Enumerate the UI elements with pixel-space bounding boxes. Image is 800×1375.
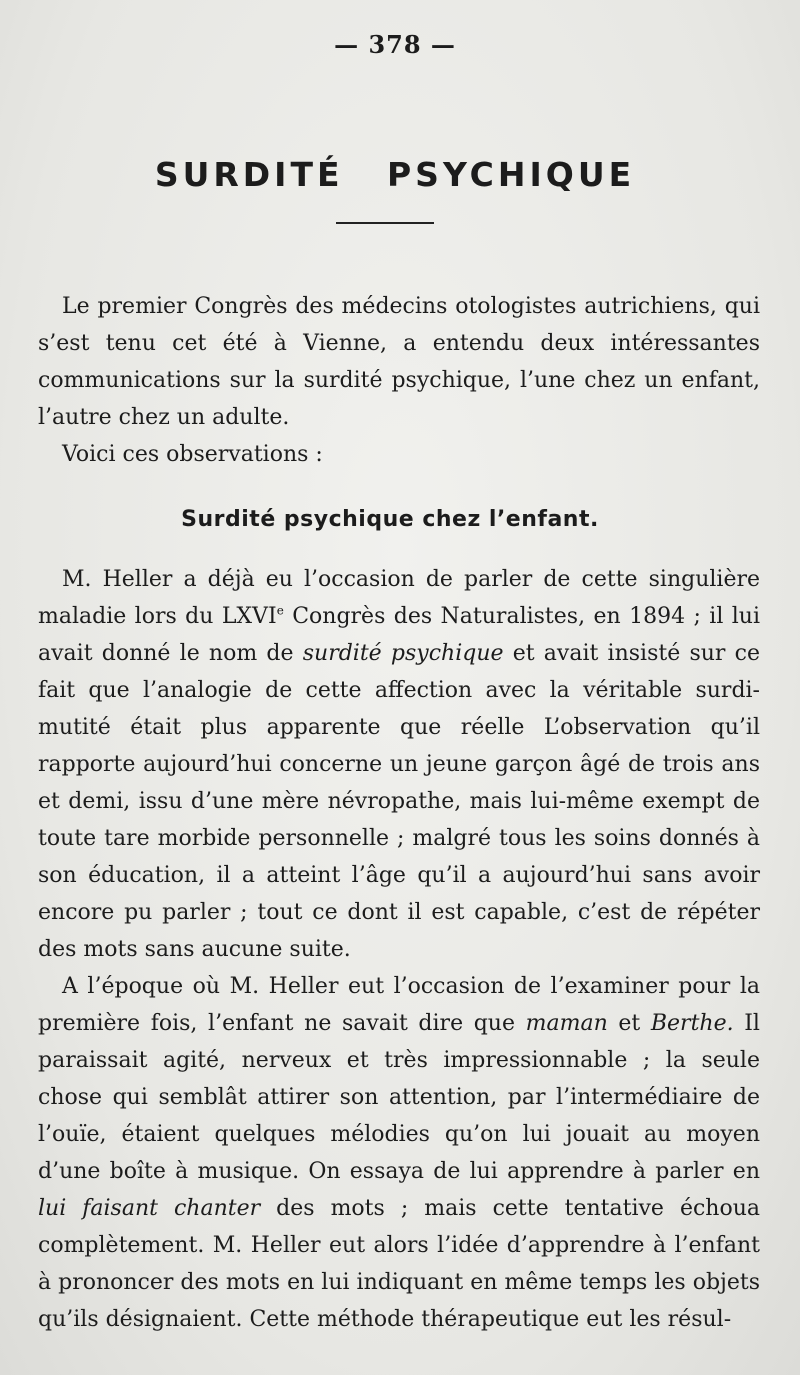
- page-number: — 378 —: [334, 30, 456, 59]
- title-divider: [336, 222, 434, 224]
- italic-term: surdité psychique: [302, 641, 504, 666]
- body-paragraph-2: [38, 968, 760, 1338]
- body-p1-text-b: Congrès des Naturalistes, en 1894 ; il lui avait donné le nom de: [38, 604, 761, 666]
- italic-word-berthe: Berthe.: [650, 1011, 734, 1036]
- body-p1-text-c: et avait insisté sur ce fait que l’analogie de cette affection avec la véritable surdi-mutité était plus apparente que réelle L’observation qu’il rapporte aujourd’hui concerne un jeune garçon âgé de trois ans et demi, issu d’une mère névropathe, mais lui-même exempt de toute tare morbide personnelle ; malgré tous les soins donnés à son éducation, il a atteint l’âge qu’il a aujourd’hui sans avoir encore pu parler ; tout ce dont il est capable, c’est de répéter des mots sans aucune suite.: [38, 641, 760, 962]
- ordinal-superscript: e: [276, 603, 284, 618]
- body-section: [38, 561, 760, 1338]
- body-paragraph-1: [38, 561, 760, 968]
- section-heading: Surdité psychique chez l’enfant.: [181, 507, 599, 532]
- intro-paragraph-2: Voici ces observations :: [62, 442, 323, 467]
- body-p1-text-a: M. Heller a déjà eu l’occasion de parler de cette singulière maladie lors du LXVI: [38, 567, 760, 629]
- intro-paragraph-1: Le premier Congrès des médecins otologistes autrichiens, qui s’est tenu cet été à Vienne, a entendu deux intéressantes communications sur la surdité psychique, l’une chez un enfant, l’autre chez un adulte.: [38, 294, 760, 430]
- body-p2-text-c: Il paraissait agité, nerveux et très impressionnable ; la seule chose qui semblât attirer son attention, par l’intermédiaire de l’ouïe, étaient quelques mélodies qu’on lui jouait au moyen d’une boîte à musique. On essaya de lui apprendre à parler en: [38, 1011, 760, 1184]
- body-p2-text-a: A l’époque où M. Heller eut l’occasion de l’examiner pour la première fois, l’enfant ne savait dire que: [38, 974, 760, 1036]
- body-p2-text-d: des mots ; mais cette tentative échoua complètement. M. Heller eut alors l’idée d’apprendre à l’enfant à prononcer des mots en lui indiquant en même temps les objets qu’ils désignaient. Cette méthode thérapeutique eut les résul-: [38, 1196, 760, 1332]
- page-title: SURDITÉ PSYCHIQUE: [154, 155, 636, 194]
- intro-section: [38, 288, 760, 473]
- italic-word-maman: maman: [525, 1011, 608, 1036]
- italic-phrase: lui faisant chanter: [38, 1196, 261, 1221]
- body-p2-text-b: et: [607, 1011, 651, 1036]
